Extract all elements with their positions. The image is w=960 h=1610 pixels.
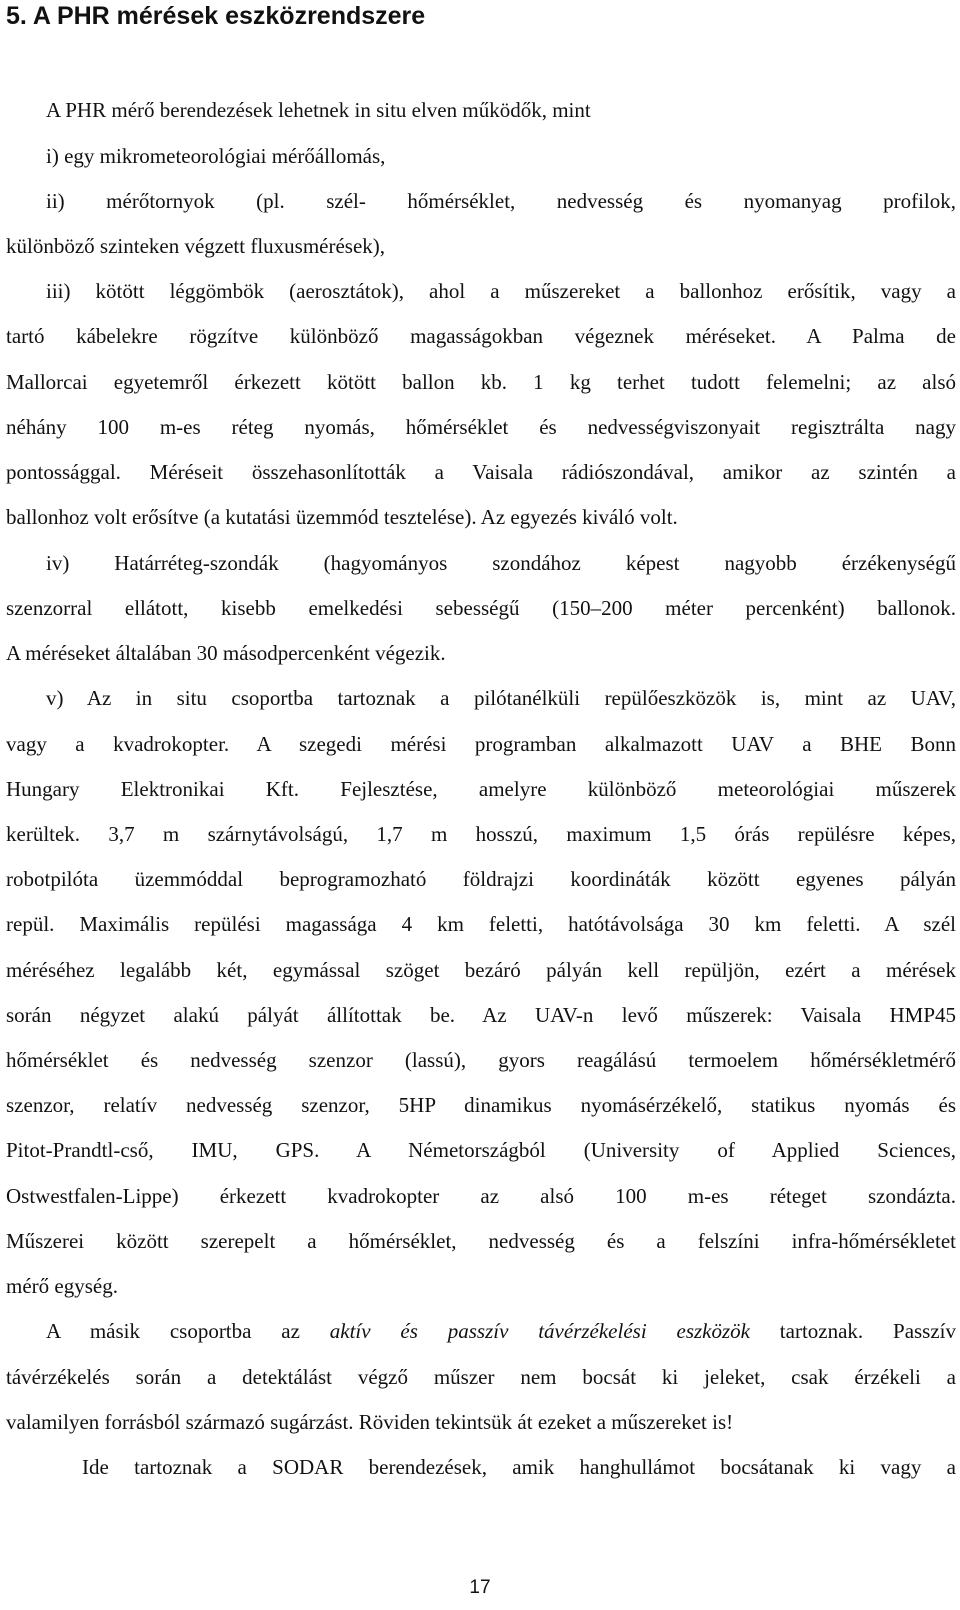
text-line-29: távérzékelés során a detektálást végző műszer nem bocsát ki jeleket, csak érzékeli a — [6, 1365, 956, 1389]
text-line-19: repül. Maximális repülési magassága 4 km feletti, hatótávolsága 30 km feletti. A szél — [6, 912, 956, 936]
text-line-13: A méréseket általában 30 másodpercenként végezik. — [6, 641, 446, 665]
text-line-1: A PHR mérő berendezések lehetnek in situ elven működők, mint — [46, 98, 591, 122]
text-line-8: néhány 100 m-es réteg nyomás, hőmérséklet és nedvességviszonyait regisztrálta nagy — [6, 415, 956, 439]
text-line-14: v) Az in situ csoportba tartoznak a pilótanélküli repülőeszközök is, mint az UAV, — [46, 686, 956, 710]
text-line-27: mérő egység. — [6, 1274, 118, 1298]
text-line-11: iv) Határréteg-szondák (hagyományos szondához képest nagyobb érzékenységű — [46, 551, 956, 575]
text-line-7: Mallorcai egyetemről érkezett kötött ballon kb. 1 kg terhet tudott felemelni; az alsó — [6, 370, 956, 394]
text-line-28-start: A másik csoportba az — [46, 1319, 330, 1343]
text-line-10: ballonhoz volt erősítve (a kutatási üzemmód tesztelése). Az egyezés kiváló volt. — [6, 505, 678, 529]
text-line-26: Műszerei között szerepelt a hőmérséklet, nedvesség és a felszíni infra-hőmérsékletet — [6, 1229, 956, 1253]
text-line-15: vagy a kvadrokopter. A szegedi mérési programban alkalmazott UAV a BHE Bonn — [6, 732, 956, 756]
text-line-30: valamilyen forrásból származó sugárzást. Röviden tekintsük át ezeket a műszereket is! — [6, 1410, 734, 1434]
emphasized-term: aktív és passzív távérzékelési eszközök — [329, 1319, 750, 1343]
text-line-9: pontossággal. Méréseit összehasonlították a Vaisala rádiószondával, amikor az szintén a — [6, 460, 956, 484]
text-line-12: szenzorral ellátott, kisebb emelkedési sebességű (150–200 méter percenként) ballonok. — [6, 596, 956, 620]
text-line-28 — [46, 1316, 956, 1346]
text-line-28-end: tartoznak. Passzív — [749, 1319, 957, 1343]
text-line-22: hőmérséklet és nedvesség szenzor (lassú), gyors reagálású termoelem hőmérsékletmérő — [6, 1048, 956, 1072]
text-line-17: kerültek. 3,7 m szárnytávolságú, 1,7 m hosszú, maximum 1,5 órás repülésre képes, — [6, 822, 956, 846]
text-line-20: méréséhez legalább két, egymással szöget bezáró pályán kell repüljön, ezért a mérések — [6, 958, 956, 982]
text-line-31: Ide tartoznak a SODAR berendezések, amik hanghullámot bocsátanak ki vagy a — [82, 1455, 956, 1479]
text-line-24: Pitot-Prandtl-cső, IMU, GPS. A Németországból (University of Applied Sciences, — [6, 1138, 956, 1162]
text-line-5: iii) kötött léggömbök (aerosztátok), ahol a műszereket a ballonhoz erősítik, vagy a — [46, 279, 956, 303]
text-line-16: Hungary Elektronikai Kft. Fejlesztése, amelyre különböző meteorológiai műszerek — [6, 777, 956, 801]
text-line-25: Ostwestfalen-Lippe) érkezett kvadrokopter az alsó 100 m-es réteget szondázta. — [6, 1184, 956, 1208]
section-heading: 5. A PHR mérések eszközrendszere — [6, 2, 426, 30]
text-line-21: során négyzet alakú pályát állítottak be. Az UAV-n levő műszerek: Vaisala HMP45 — [6, 1003, 956, 1027]
text-line-2: i) egy mikrometeorológiai mérőállomás, — [46, 144, 386, 168]
text-line-6: tartó kábelekre rögzítve különböző magasságokban végeznek méréseket. A Palma de — [6, 324, 956, 348]
text-line-23: szenzor, relatív nedvesség szenzor, 5HP dinamikus nyomásérzékelő, statikus nyomás és — [6, 1093, 956, 1117]
text-line-3: ii) mérőtornyok (pl. szél- hőmérséklet, nedvesség és nyomanyag profilok, — [46, 189, 956, 213]
text-line-18: robotpilóta üzemmóddal beprogramozható földrajzi koordináták között egyenes pályán — [6, 867, 956, 891]
text-line-4: különböző szinteken végzett fluxusmérések), — [6, 234, 386, 258]
page-number: 17 — [469, 1577, 491, 1598]
